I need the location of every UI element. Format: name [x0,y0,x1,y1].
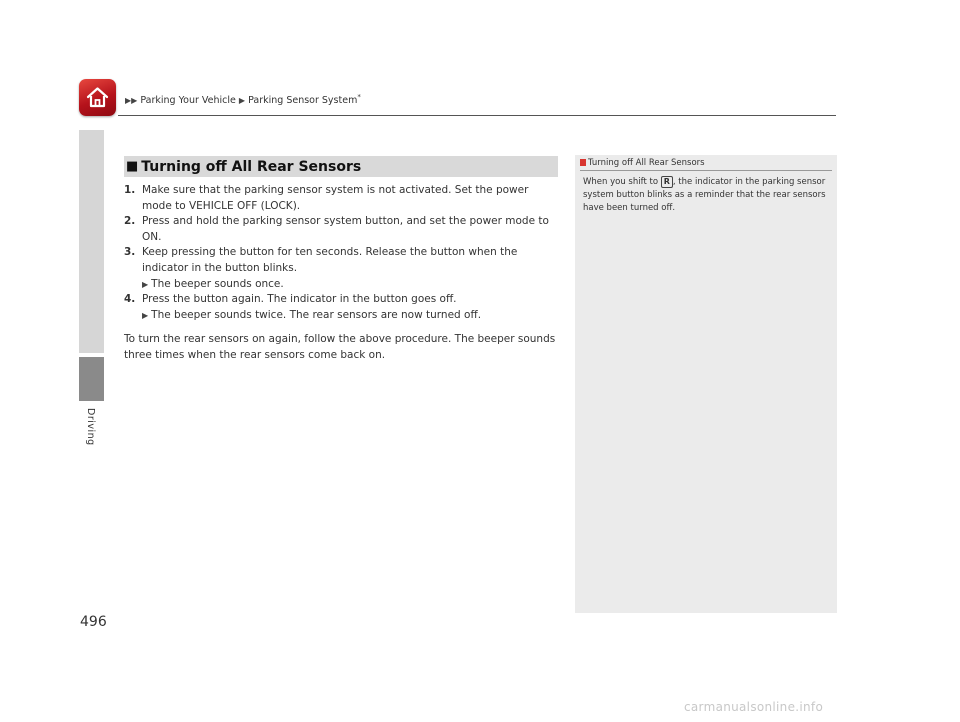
note-text-start: When you shift to [583,177,661,187]
note-reference-icon [580,159,586,166]
breadcrumb-arrow-icon: ▶ [238,96,246,106]
sidebar-section-label: Driving [85,408,96,446]
step-text: Press the button again. The indicator in the button goes off. [142,293,457,306]
result-text: The beeper sounds twice. The rear sensors are now turned off. [151,308,482,321]
step-result [124,277,560,293]
step-number: 3. [124,246,136,259]
home-icon [85,85,110,110]
step-number: 2. [124,215,136,228]
step-number: 4. [124,293,136,306]
side-note-panel [575,155,837,613]
section-title: Turning off All Rear Sensors [141,158,362,175]
section-heading [124,156,558,177]
step-item [124,214,560,245]
procedure-note-paragraph: To turn the rear sensors on again, follow the above procedure. The beeper sounds three times when the rear sensors come back on. [124,333,556,361]
gear-r-icon: R [661,176,673,188]
step-item [124,183,560,214]
square-bullet-icon: ■ [126,159,139,174]
step-text: Press and hold the parking sensor system button, and set the power mode to ON. [142,215,549,243]
page-number: 496 [80,614,107,630]
breadcrumb-item-sensor-system[interactable]: Parking Sensor System [248,95,358,107]
note-divider [580,170,832,171]
step-number: 1. [124,184,136,196]
step-text: Keep pressing the button for ten seconds. Release the button when the indicator in the button blinks. [142,246,518,274]
note-text [583,176,828,214]
breadcrumb-arrow-icon: ▶▶ [125,96,138,106]
breadcrumb-item-parking[interactable]: Parking Your Vehicle [140,95,236,107]
note-text-end: , the indicator in the parking sensor system button blinks as a reminder that the rear sensors have been turned off. [583,177,826,213]
breadcrumb-mark: * [357,93,361,101]
note-title-text: Turning off All Rear Sensors [588,158,705,168]
sidebar-band [79,130,104,353]
note-title [580,158,705,168]
step-item [124,245,560,276]
home-button[interactable] [79,79,116,116]
sidebar-section-tab[interactable] [79,357,104,401]
result-text: The beeper sounds once. [151,277,284,290]
procedure-body [124,183,560,364]
step-result [124,308,560,324]
step-text: Make sure that the parking sensor system is not activated. Set the power mode to VEHICLE OFF (LOCK). [142,184,529,212]
step-item [124,292,560,308]
result-arrow-icon: ▶ [142,310,149,320]
footer-watermark: carmanualsonline.info [684,700,824,714]
breadcrumb [125,93,361,106]
header-divider [118,115,836,116]
result-arrow-icon: ▶ [142,279,149,289]
